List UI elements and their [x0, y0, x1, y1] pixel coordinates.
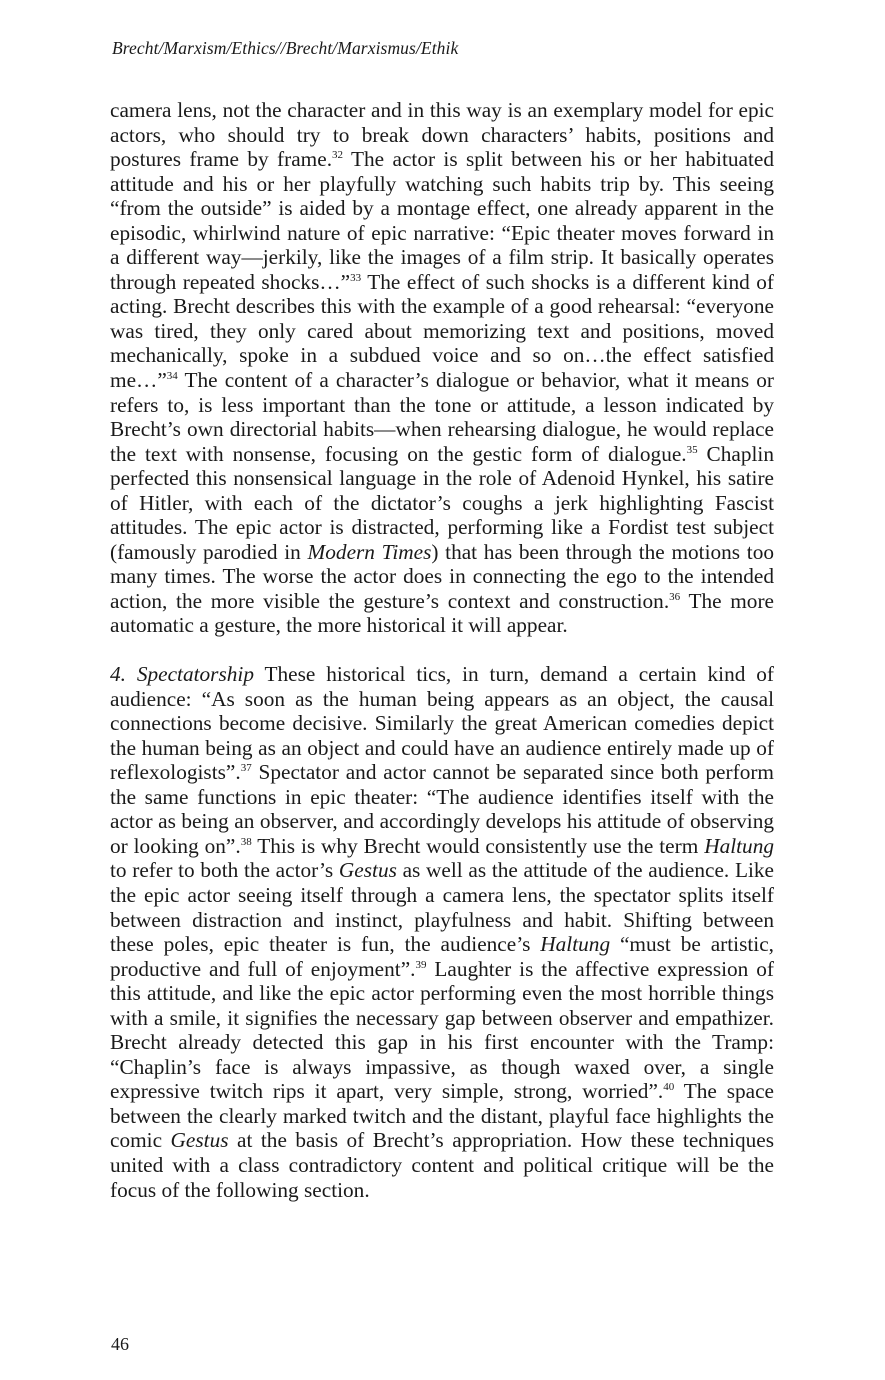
text-span: The effect of such shocks is a different kind of acting. Brecht describes this with the example of a good rehearsal: “everyone was tired, they only cared about memorizing text and positions, moved mechanically, spoke in a subdued voice and so on…the effect satisfied me…”: [110, 269, 774, 393]
page-number: 46: [111, 1334, 129, 1354]
footnote-ref-34: 34: [166, 370, 178, 383]
text-span: camera lens, not the character and in this way is an exemplary model for epic actors, who should try to break down characters’ habits, positions and postures frame by frame.: [110, 98, 774, 172]
text-span: The space between the clearly marked twitch and the distant, playful face highlights the comic: [110, 1079, 774, 1153]
footnote-ref-35: 35: [686, 443, 698, 456]
film-title-modern-times: Modern Times: [307, 539, 432, 564]
footnote-ref-37: 37: [240, 762, 252, 775]
text-span: The more automatic a gesture, the more historical it will appear.: [110, 588, 774, 638]
text-span: Chaplin perfected this nonsensical language in the role of Adenoid Hynkel, his satire of Hitler, with each of the dictator’s coughs a jerk highlighting Fascist attitudes. The epic actor is distracted, performing like a Fordist test subject (famously parodied in: [110, 441, 774, 564]
text-span: at the basis of Brecht’s appropriation. How these techniques united with a class contradictory content and political critique will be the focus of the following section.: [110, 1128, 774, 1202]
term-gestus: Gestus: [338, 858, 397, 883]
text-span: The actor is split between his or her habituated attitude and his or her playfully watching such habits trip by. This seeing “from the outside” is aided by a montage effect, one already apparent in the episodic, whirlwind nature of epic narrative: “Epic theater moves forward in a different way—jerkily, like the images of a film strip. It basically operates through repeated shocks…”: [110, 147, 774, 294]
footnote-ref-36: 36: [669, 590, 681, 603]
text-span: This is why Brecht would consistently use the term: [251, 833, 705, 858]
footnote-ref-33: 33: [350, 271, 362, 284]
term-gestus: Gestus: [170, 1128, 229, 1153]
paragraph-spectatorship: [110, 662, 774, 1202]
paragraph-epic-acting: [110, 98, 774, 638]
text-span: These historical tics, in turn, demand a certain kind of audience: “As soon as the human being appears as an object, the causal connections become decisive. Similarly the great American comedies depict the human being as an object and could have an audience entirely made up of reflexologists”.: [110, 662, 774, 785]
term-haltung: Haltung: [540, 932, 611, 957]
text-span: Laughter is the affective expression of this attitude, and like the epic actor performing even the most horrible things with a smile, it signifies the necessary gap between observer and empathizer. Brecht already detected this gap in his first encounter with the Tramp: “Chaplin’s face is always impassive, as though waxed over, a single expressive twitch rips it apart, very simple, strong, worried”.: [110, 956, 774, 1104]
footnote-ref-39: 39: [415, 958, 427, 971]
footnote-ref-32: 32: [332, 149, 344, 162]
running-head: Brecht/Marxism/Ethics//Brecht/Marxismus/Ethik: [112, 38, 459, 58]
text-span: to refer to both the actor’s: [110, 858, 339, 883]
text-span: “must be artistic, productive and full of enjoyment”.: [110, 932, 774, 981]
footnote-ref-40: 40: [663, 1081, 675, 1094]
body-text: [110, 98, 774, 1202]
text-span: Spectator and actor cannot be separated since both perform the same functions in epic theater: “The audience identifies itself with the actor as being an observer, and accordingly develops his attitude of observing or looking on”.: [110, 760, 774, 858]
text-span: The content of a character’s dialogue or behavior, what it means or refers to, is less important than the tone or attitude, a lesson indicated by Brecht’s own directorial habits—when rehearsing dialogue, he would replace the text with nonsense, focusing on the gestic form of dialogue.: [110, 368, 774, 466]
term-haltung: Haltung: [704, 833, 774, 858]
footnote-ref-38: 38: [240, 835, 252, 848]
text-span: as well as the attitude of the audience. Like the epic actor seeing itself through a camera lens, the spectator splits itself between distraction and instinct, playfulness and habit. Shifting between these poles, epic theater is fun, the audience’s: [110, 858, 774, 957]
section-heading-spectatorship: 4. Spectatorship: [110, 662, 254, 687]
text-span: ) that has been through the motions too many times. The worse the actor does in connecting the ego to the intended action, the more visible the gesture’s context and construction.: [110, 539, 774, 613]
